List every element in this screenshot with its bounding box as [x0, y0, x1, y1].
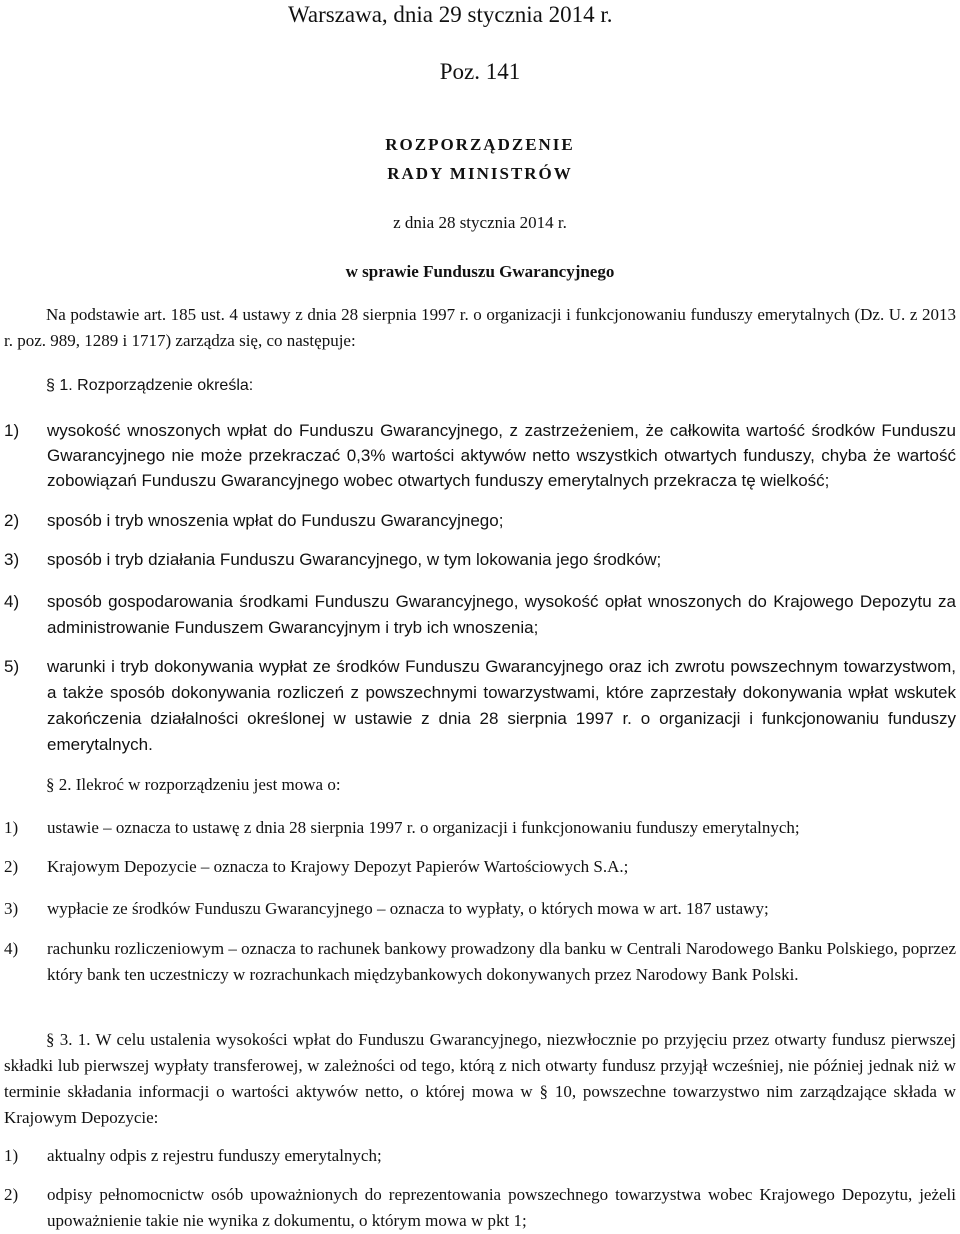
item-text: aktualny odpis z rejestru funduszy emerytalnych; [47, 1146, 382, 1165]
section-1-item [4, 589, 956, 641]
item-number: 1) [4, 818, 19, 837]
section-2-item [4, 936, 956, 988]
item-text: Krajowym Depozycie – oznacza to Krajowy Depozyt Papierów Wartościowych S.A.; [47, 857, 629, 876]
item-text: wypłacie ze środków Funduszu Gwarancyjnego – oznacza to wypłaty, o których mowa w art. 187 ustawy; [47, 899, 769, 918]
item-number: 1) [4, 421, 20, 440]
item-text: warunki i tryb dokonywania wypłat ze środków Funduszu Gwarancyjnego oraz ich zwrotu powszechnym towarzystwom, a także sposób dokonywania rozliczeń z powszechnymi towarzystwami, które zaprzestały dokonywania wpłat wskutek zakończenia działalności określonej w ustawie z dnia 28 sierpnia 1997 r. o organizacji i funkcjonowaniu funduszy emerytalnych. [47, 657, 956, 754]
section-2-intro: § 2. Ilekroć w rozporządzeniu jest mowa o: [46, 775, 341, 794]
section-1-item [4, 547, 956, 573]
section-3-item [4, 1143, 956, 1169]
section-2-item [4, 854, 956, 880]
position-number: Poz. 141 [439, 59, 521, 84]
section-1-item [4, 418, 956, 493]
section-1-item [4, 654, 956, 758]
legal-basis: Na podstawie art. 185 ust. 4 ustawy z dnia 28 sierpnia 1997 r. o organizacji i funkcjonowaniu funduszy emerytalnych (Dz. U. z 2013 r. poz. 989, 1289 i 1717) zarządza się, co następuje: [4, 305, 956, 350]
item-number: 4) [4, 939, 19, 958]
item-number: 3) [4, 550, 20, 569]
item-number: 4) [4, 592, 20, 611]
item-text: sposób i tryb działania Funduszu Gwarancyjnego, w tym lokowania jego środków; [47, 550, 662, 569]
section-2-item [4, 815, 956, 841]
section-3-item [4, 1182, 956, 1234]
item-text: sposób i tryb wnoszenia wpłat do Funduszu Gwarancyjnego; [47, 511, 504, 530]
section-1-intro: § 1. Rozporządzenie określa: [46, 377, 254, 394]
act-date: z dnia 28 stycznia 2014 r. [393, 213, 567, 232]
item-number: 1) [4, 1146, 19, 1165]
item-text: wysokość wnoszonych wpłat do Funduszu Gwarancyjnego, z zastrzeżeniem, że całkowita wartość środków Funduszu Gwarancyjnego nie może przekraczać 0,3% wartości aktywów netto wszystkich otwartych funduszy, chyba że wartość zobowiązań Funduszu Gwarancyjnego wobec otwartych funduszy emerytalnych przekracza tę wielkość; [47, 421, 956, 490]
publication-date: Warszawa, dnia 29 stycznia 2014 r. [288, 2, 613, 27]
section-2-item [4, 896, 956, 922]
act-subject: w sprawie Funduszu Gwarancyjnego [345, 262, 615, 281]
item-number: 2) [4, 857, 19, 876]
item-number: 2) [4, 511, 20, 530]
act-issuer: RADY MINISTRÓW [387, 164, 573, 183]
item-number: 2) [4, 1185, 19, 1204]
item-text: odpisy pełnomocnictw osób upoważnionych do reprezentowania powszechnego towarzystwa wobec Krajowego Depozytu, jeżeli upoważnienie takie nie wynika z dokumentu, o którym mowa w pkt 1; [47, 1185, 956, 1230]
item-text: sposób gospodarowania środkami Funduszu Gwarancyjnego, wysokość opłat wnoszonych do Krajowego Depozytu za administrowanie Funduszem Gwarancyjnym i tryb ich wnoszenia; [47, 592, 956, 637]
item-number: 3) [4, 899, 19, 918]
section-1-item [4, 508, 956, 534]
item-text: ustawie – oznacza to ustawę z dnia 28 sierpnia 1997 r. o organizacji i funkcjonowaniu funduszy emerytalnych; [47, 818, 800, 837]
item-text: rachunku rozliczeniowym – oznacza to rachunek bankowy prowadzony dla banku w Centrali Narodowego Banku Polskiego, poprzez który bank ten uczestniczy w rozrachunkach międzybankowych dokonywanych przez Narodowy Bank Polski. [47, 939, 956, 984]
item-number: 5) [4, 657, 20, 676]
section-3-intro: § 3. 1. W celu ustalenia wysokości wpłat do Funduszu Gwarancyjnego, niezwłocznie po przyjęciu przez otwarty fundusz pierwszej składki lub pierwszej wypłaty transferowej, w zależności od tego, którą z nich otwarty fundusz przyjął wcześniej, nie później jednak niż w terminie składania informacji o wartości aktywów netto, o której mowa w § 10, powszechne towarzystwo nim zarządzające składa w Krajowym Depozycie: [4, 1030, 956, 1127]
act-type: ROZPORZĄDZENIE [385, 135, 575, 154]
